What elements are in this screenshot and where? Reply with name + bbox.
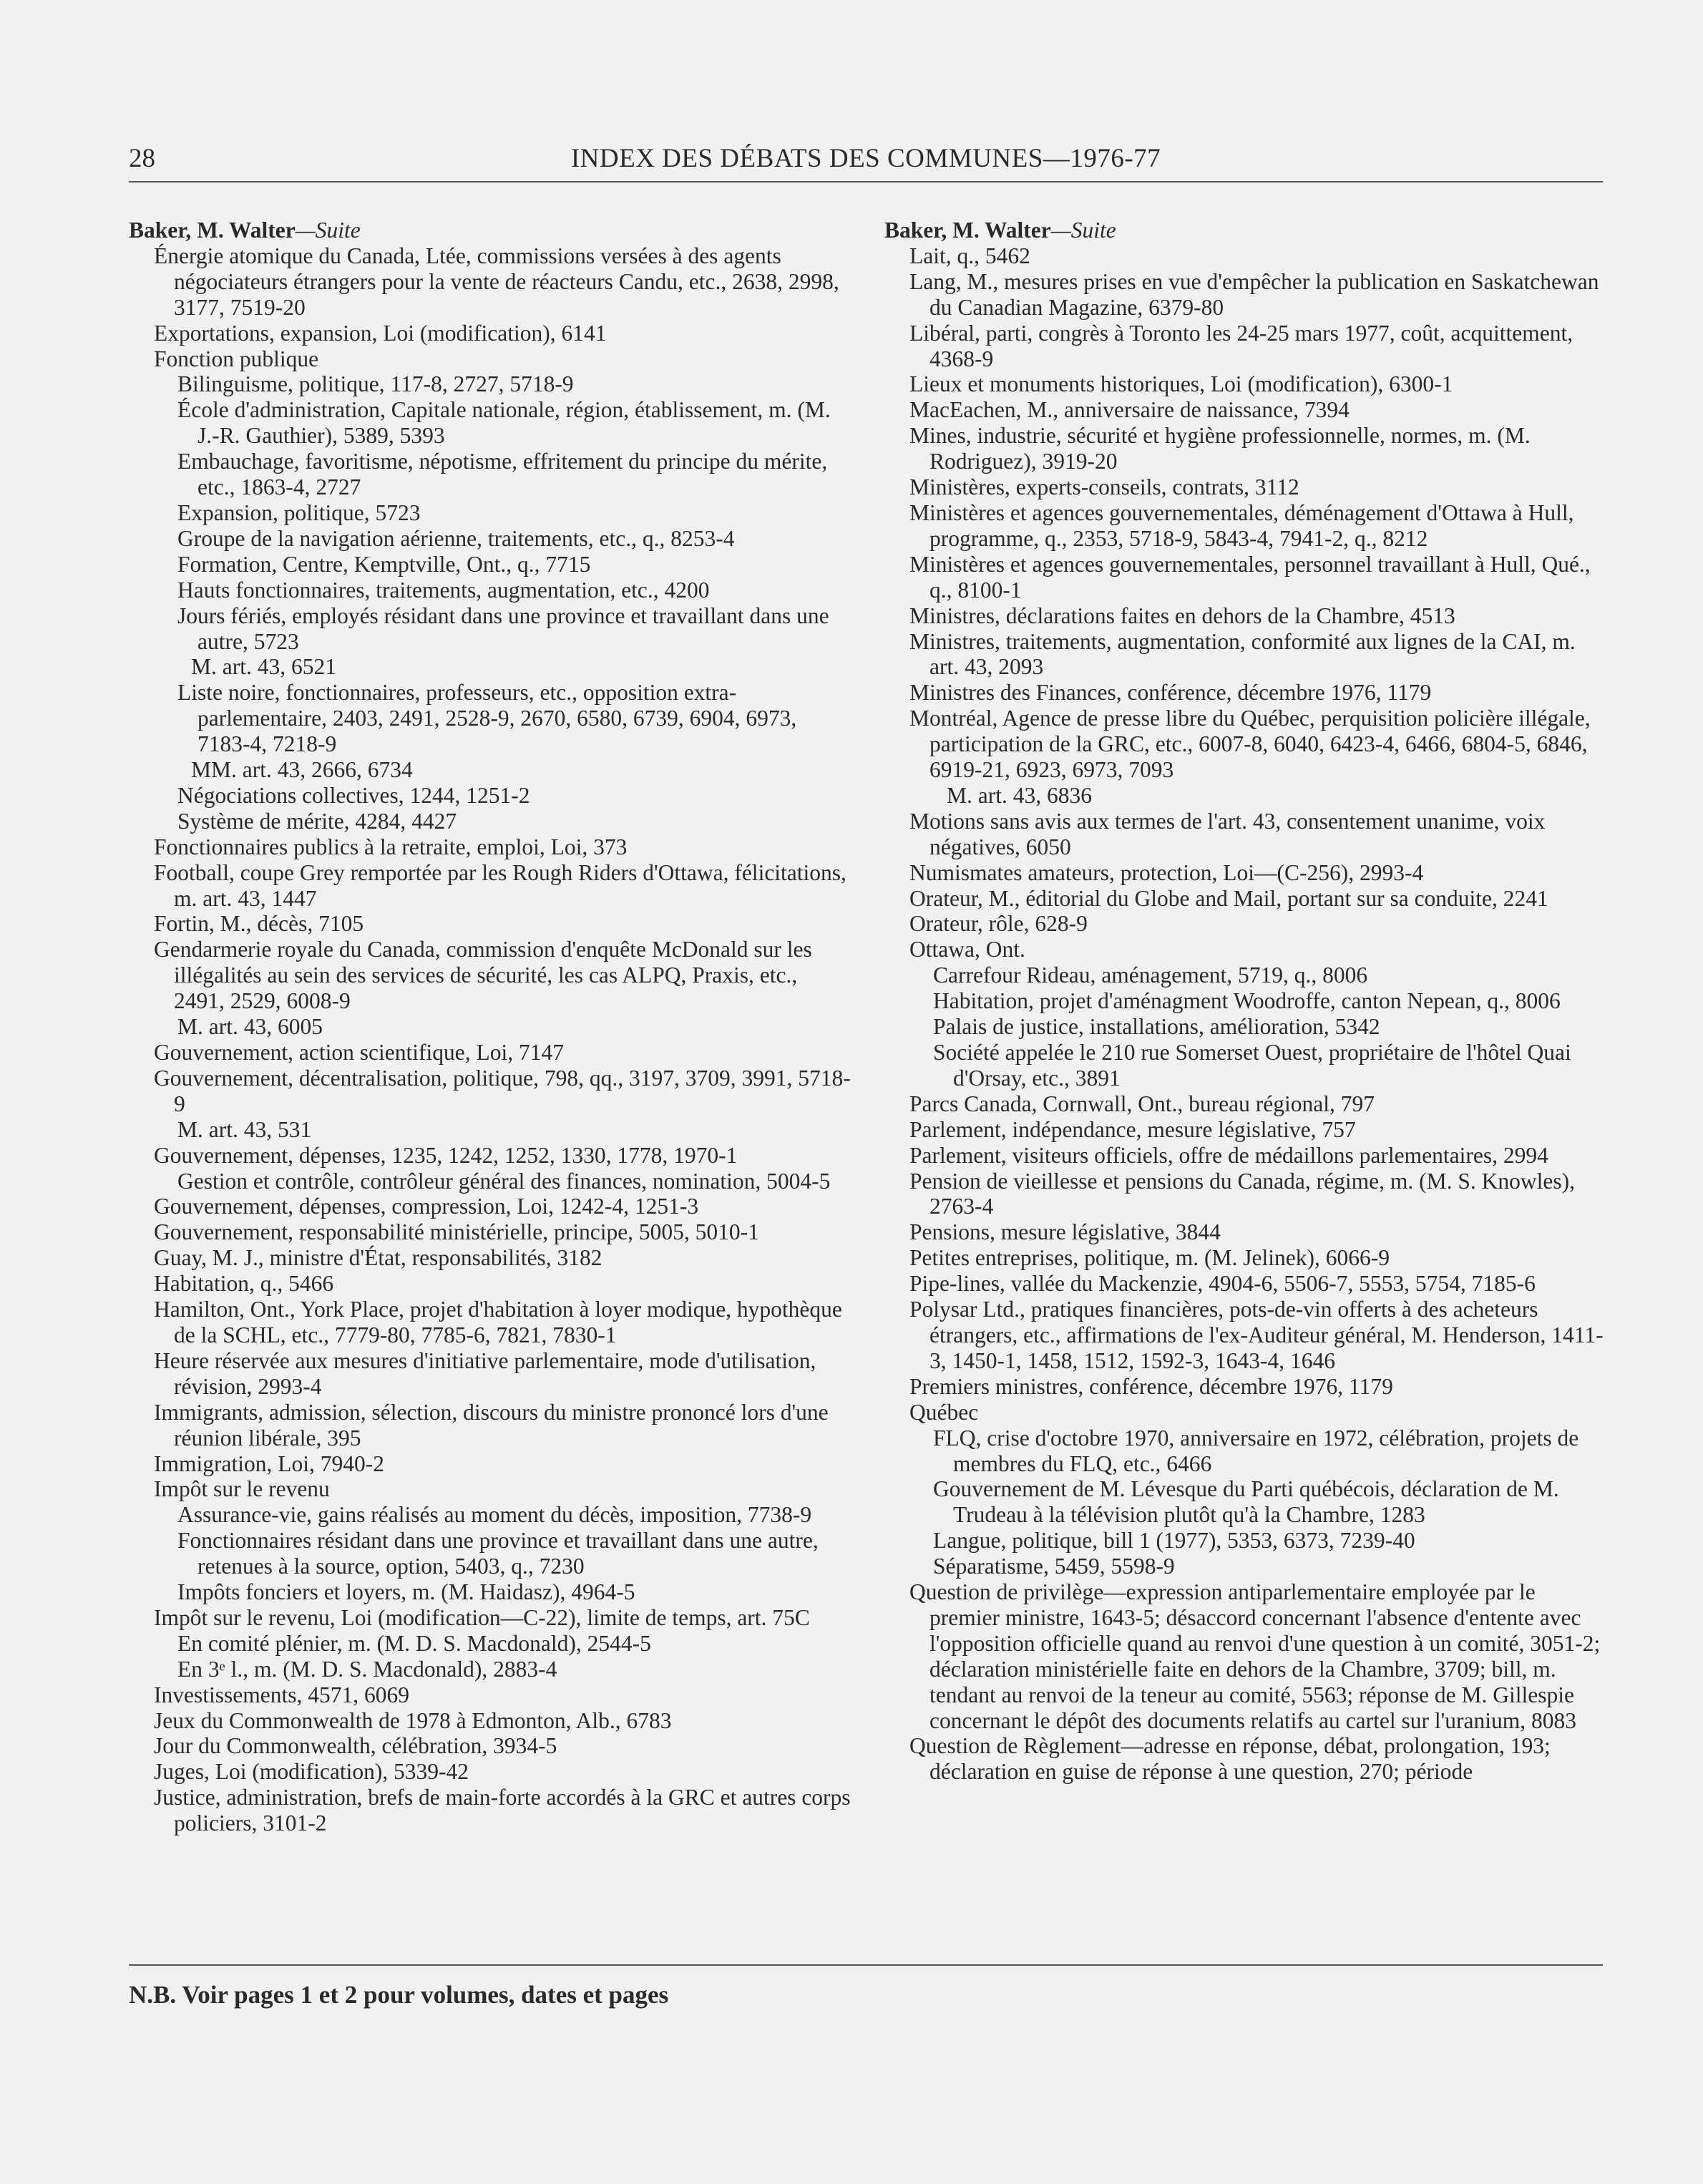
index-entry: En comité plénier, m. (M. D. S. Macdonald), 2544-5 bbox=[177, 1630, 651, 1656]
index-entry: Séparatisme, 5459, 5598-9 bbox=[933, 1554, 1175, 1579]
index-entry: Ottawa, Ont. bbox=[909, 937, 1025, 962]
index-entry: Mines, industrie, sécurité et hygiène professionnelle, normes, m. (M. Rodriguez), 3919-20 bbox=[909, 423, 1531, 474]
index-entry: Système de mérite, 4284, 4427 bbox=[177, 808, 457, 834]
index-entry: Habitation, projet d'aménagment Woodroffe, canton Nepean, q., 8006 bbox=[933, 988, 1561, 1014]
index-entry: Orateur, M., éditorial du Globe and Mail, portant sur sa conduite, 2241 bbox=[909, 885, 1548, 911]
index-entry: Motions sans avis aux termes de l'art. 43, consentement unanime, voix négatives, 6050 bbox=[909, 808, 1546, 859]
index-entry: MacEachen, M., anniversaire de naissance, 7394 bbox=[909, 397, 1350, 423]
index-entry: Ministres, traitements, augmentation, conformité aux lignes de la CAI, m. art. 43, 2093 bbox=[909, 628, 1576, 680]
index-heading bbox=[884, 218, 1607, 243]
index-entry: Groupe de la navigation aérienne, traitements, etc., q., 8253-4 bbox=[177, 525, 735, 551]
index-entry: M. art. 43, 6005 bbox=[177, 1014, 323, 1040]
index-entry: Ministères, experts-conseils, contrats, 3112 bbox=[909, 474, 1299, 500]
index-entry: Gouvernement, dépenses, compression, Loi, 1242-4, 1251-3 bbox=[154, 1194, 699, 1219]
index-entry: Langue, politique, bill 1 (1977), 5353, 6373, 7239-40 bbox=[933, 1528, 1415, 1554]
index-entry: Immigrants, admission, sélection, discours du ministre prononcé lors d'une réunion libérale, 395 bbox=[154, 1399, 829, 1451]
left-column bbox=[129, 218, 852, 1836]
index-entry: Petites entreprises, politique, m. (M. Jelinek), 6066-9 bbox=[909, 1245, 1390, 1271]
index-entry: Orateur, rôle, 628-9 bbox=[909, 911, 1088, 937]
index-entry: Polysar Ltd., pratiques financières, pots-de-vin offerts à des acheteurs étrangers, etc., affirmations de l'ex-Auditeur général, M. Henderson, 1411-3, 1450-1, 1458, 1512, 1592-3, 1643-4, 1646 bbox=[909, 1297, 1604, 1373]
index-entry: Expansion, politique, 5723 bbox=[177, 499, 421, 525]
index-entry: Négociations collectives, 1244, 1251-2 bbox=[177, 782, 530, 808]
header-rule bbox=[129, 181, 1603, 182]
index-entry: Gouvernement, dépenses, 1235, 1242, 1252, 1330, 1778, 1970-1 bbox=[154, 1142, 738, 1168]
index-entry: Hauts fonctionnaires, traitements, augmentation, etc., 4200 bbox=[177, 577, 710, 603]
index-entry: Embauchage, favoritisme, népotisme, effritement du principe du mérite, etc., 1863-4, 2727 bbox=[177, 449, 828, 500]
index-entry: Parlement, indépendance, mesure législative, 757 bbox=[909, 1116, 1356, 1142]
index-entry: Bilinguisme, politique, 117-8, 2727, 5718-9 bbox=[177, 371, 574, 397]
index-entry: Libéral, parti, congrès à Toronto les 24-25 mars 1977, coût, acquittement, 4368-9 bbox=[909, 320, 1573, 371]
index-heading bbox=[129, 218, 852, 243]
index-entry: FLQ, crise d'octobre 1970, anniversaire en 1972, célébration, projets de membres du FLQ, etc., 6466 bbox=[933, 1425, 1579, 1476]
index-entry: Énergie atomique du Canada, Ltée, commissions versées à des agents négociateurs étrangers pour la vente de réacteurs Candu, etc., 2638, 2998, 3177, 7519-20 bbox=[154, 243, 839, 320]
index-entry: Pension de vieillesse et pensions du Canada, régime, m. (M. S. Knowles), 2763-4 bbox=[909, 1168, 1575, 1219]
index-entry: Guay, M. J., ministre d'État, responsabilités, 3182 bbox=[154, 1245, 602, 1271]
index-entry: Justice, administration, brefs de main-forte accordés à la GRC et autres corps policiers, 3101-2 bbox=[154, 1785, 851, 1836]
index-entry: Carrefour Rideau, aménagement, 5719, q., 8006 bbox=[933, 962, 1368, 988]
index-entry: M. art. 43, 6836 bbox=[947, 782, 1092, 808]
heading-suite: —Suite bbox=[1050, 218, 1116, 243]
index-entry: Hamilton, Ont., York Place, projet d'habitation à loyer modique, hypothèque de la SCHL, etc., 7779-80, 7785-6, 7821, 7830-1 bbox=[154, 1297, 842, 1347]
index-entry: M. art. 43, 531 bbox=[177, 1116, 312, 1142]
index-entry: Assurance-vie, gains réalisés au moment du décès, imposition, 7738-9 bbox=[177, 1502, 812, 1528]
index-entry: Pipe-lines, vallée du Mackenzie, 4904-6, 5506-7, 5553, 5754, 7185-6 bbox=[909, 1271, 1536, 1297]
index-entry: Gouvernement, décentralisation, politique, 798, qq., 3197, 3709, 3991, 5718-9 bbox=[154, 1065, 851, 1116]
index-entry: Habitation, q., 5466 bbox=[154, 1271, 334, 1297]
index-entry: Immigration, Loi, 7940-2 bbox=[154, 1451, 384, 1476]
footer-note: N.B. Voir pages 1 et 2 pour volumes, dates et pages bbox=[129, 1981, 669, 2009]
index-entry: Fonction publique bbox=[154, 346, 319, 371]
heading-name: Baker, M. Walter bbox=[129, 218, 296, 243]
index-entry: Gouvernement de M. Lévesque du Parti québécois, déclaration de M. Trudeau à la télévision plutôt qu'à la Chambre, 1283 bbox=[933, 1476, 1559, 1528]
index-entry: Numismates amateurs, protection, Loi—(C-256), 2993-4 bbox=[909, 859, 1424, 885]
index-entry: MM. art. 43, 2666, 6734 bbox=[191, 757, 413, 783]
right-column bbox=[884, 218, 1607, 1785]
index-entry: Lieux et monuments historiques, Loi (modification), 6300-1 bbox=[909, 371, 1453, 397]
index-entry: Football, coupe Grey remportée par les Rough Riders d'Ottawa, félicitations, m. art. 43, 1447 bbox=[154, 859, 846, 911]
index-entry: Ministères et agences gouvernementales, personnel travaillant à Hull, Qué., q., 8100-1 bbox=[909, 551, 1591, 603]
index-entry: Québec bbox=[909, 1399, 979, 1425]
index-entry: Question de privilège—expression antiparlementaire employée par le premier ministre, 1643-5; désaccord concernant l'absence d'entente avec l'opposition officielle quand au renvoi d'une question à un comité, 3051-2; déclaration ministérielle faite en dehors de la Chambre, 3709; bill, m. tendant au renvoi de la teneur au comité, 5563; réponse de M. Gillespie concernant le dépôt des documents relatifs au cartel sur l'uranium, 8083 bbox=[909, 1579, 1601, 1733]
index-entry: Impôt sur le revenu, Loi (modification—C-22), limite de temps, art. 75C bbox=[154, 1604, 810, 1630]
index-entry: Fonctionnaires résidant dans une province et travaillant dans une autre, retenues à la source, option, 5403, q., 7230 bbox=[177, 1528, 819, 1579]
index-entry: Ministres des Finances, conférence, décembre 1976, 1179 bbox=[909, 680, 1432, 706]
index-entry: Lang, M., mesures prises en vue d'empêcher la publication en Saskatchewan du Canadian Magazine, 6379-80 bbox=[909, 268, 1599, 320]
index-entry: Montréal, Agence de presse libre du Québec, perquisition policière illégale, participation de la GRC, etc., 6007-8, 6040, 6423-4, 6466, 6804-5, 6846, 6919-21, 6923, 6973, 7093 bbox=[909, 706, 1591, 783]
index-entry: M. art. 43, 6521 bbox=[191, 654, 336, 680]
index-entry: Société appelée le 210 rue Somerset Ouest, propriétaire de l'hôtel Quai d'Orsay, etc., 3891 bbox=[933, 1040, 1571, 1091]
page-number: 28 bbox=[129, 144, 155, 173]
index-entry: Exportations, expansion, Loi (modification), 6141 bbox=[154, 320, 607, 346]
index-entry: Ministres, déclarations faites en dehors de la Chambre, 4513 bbox=[909, 603, 1455, 628]
index-entry: Fortin, M., décès, 7105 bbox=[154, 911, 364, 937]
index-entry: Gestion et contrôle, contrôleur général des finances, nomination, 5004-5 bbox=[177, 1168, 831, 1194]
index-entry: Liste noire, fonctionnaires, professeurs, etc., opposition extra-parlementaire, 2403, 2491, 2528-9, 2670, 6580, 6739, 6904, 6973, 7183-4, 7218-9 bbox=[177, 680, 797, 757]
index-entry: Gouvernement, responsabilité ministérielle, principe, 5005, 5010-1 bbox=[154, 1219, 759, 1245]
index-entry: Jeux du Commonwealth de 1978 à Edmonton, Alb., 6783 bbox=[154, 1707, 672, 1733]
index-entry: Jour du Commonwealth, célébration, 3934-5 bbox=[154, 1733, 557, 1759]
heading-name: Baker, M. Walter bbox=[884, 218, 1051, 243]
footer-rule bbox=[129, 1964, 1603, 1966]
index-entry: Palais de justice, installations, amélioration, 5342 bbox=[933, 1014, 1380, 1040]
index-entry: Parlement, visiteurs officiels, offre de médaillons parlementaires, 2994 bbox=[909, 1142, 1548, 1168]
index-entry: Impôt sur le revenu bbox=[154, 1476, 330, 1502]
index-entry: Juges, Loi (modification), 5339-42 bbox=[154, 1759, 469, 1785]
page-header bbox=[129, 143, 1603, 183]
index-entry: Question de Règlement—adresse en réponse, débat, prolongation, 193; déclaration en guise de réponse à une question, 270; période bbox=[909, 1733, 1551, 1785]
index-entry: Investissements, 4571, 6069 bbox=[154, 1682, 409, 1707]
running-title: INDEX DES DÉBATS DES COMMUNES—1976-77 bbox=[570, 144, 1161, 173]
index-entries bbox=[129, 243, 852, 1836]
index-entry: Pensions, mesure législative, 3844 bbox=[909, 1219, 1221, 1245]
index-entry: Jours fériés, employés résidant dans une province et travaillant dans une autre, 5723 bbox=[177, 603, 829, 654]
index-entry: École d'administration, Capitale nationale, région, établissement, m. (M. J.-R. Gauthier), 5389, 5393 bbox=[177, 397, 831, 449]
index-entry: Heure réservée aux mesures d'initiative parlementaire, mode d'utilisation, révision, 2993-4 bbox=[154, 1347, 816, 1399]
index-entries bbox=[884, 243, 1607, 1785]
index-entry: Lait, q., 5462 bbox=[909, 243, 1030, 268]
index-entry: En 3ᵉ l., m. (M. D. S. Macdonald), 2883-4 bbox=[177, 1656, 557, 1682]
index-entry: Gendarmerie royale du Canada, commission d'enquête McDonald sur les illégalités au sein des services de sécurité, les cas ALPQ, Praxis, etc., 2491, 2529, 6008-9 bbox=[154, 937, 812, 1014]
index-entry: Parcs Canada, Cornwall, Ont., bureau régional, 797 bbox=[909, 1091, 1375, 1116]
index-entry: Formation, Centre, Kemptville, Ont., q., 7715 bbox=[177, 551, 591, 577]
index-entry: Gouvernement, action scientifique, Loi, 7147 bbox=[154, 1040, 564, 1065]
index-entry: Impôts fonciers et loyers, m. (M. Haidasz), 4964-5 bbox=[177, 1579, 635, 1605]
index-entry: Premiers ministres, conférence, décembre 1976, 1179 bbox=[909, 1373, 1393, 1399]
index-entry: Fonctionnaires publics à la retraite, emploi, Loi, 373 bbox=[154, 834, 628, 859]
heading-suite: —Suite bbox=[295, 218, 361, 243]
index-entry: Ministères et agences gouvernementales, déménagement d'Ottawa à Hull, programme, q., 2353, 5718-9, 5843-4, 7941-2, q., 8212 bbox=[909, 499, 1574, 551]
